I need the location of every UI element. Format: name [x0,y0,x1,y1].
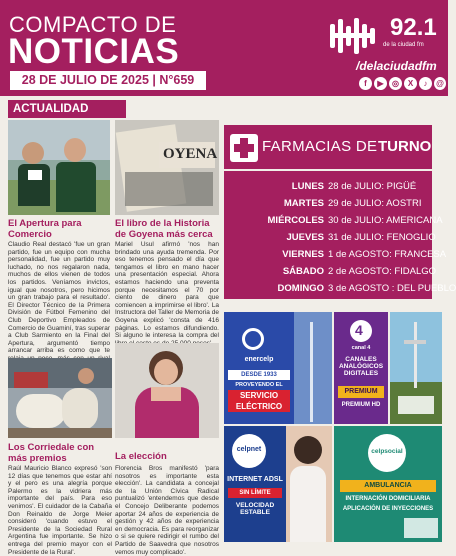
pharmacy-title-emphasis: TURNO [378,138,432,155]
article-title: El libro de la Historia de Goyena más cerca [115,218,213,240]
pharmacy-list [224,171,456,299]
pharmacy-day: MIÉRCOLES [267,215,324,226]
pharmacy-title: FARMACIAS DE [262,138,378,155]
article-title: El Apertura para Comercio [8,218,82,240]
article-photo-players [8,120,110,215]
masthead-kicker: COMPACTO DE [9,12,177,37]
pharmacy-cross-icon [230,134,258,162]
article-title: Los Corriedale con más premios [8,442,95,464]
ad-line: DESDE 1933 [228,370,290,380]
pharmacy-day: JUEVES [286,232,324,243]
masthead-title: NOTICIAS [8,32,180,71]
pharmacy-detail: 2 de AGOSTO: FIDALGO [328,266,437,277]
pharmacy-day: VIERNES [282,249,324,260]
pharmacy-row [224,178,432,195]
ad-line: PROVEYENDO EL [235,382,283,388]
ad-canal4[interactable]: 4 canal 4 CANALES ANALÓGICOS DIGITALES PREMIUM PREMIUM HD [334,312,388,424]
ad-line: INTERNET ADSL [227,476,283,483]
ad-celpnet[interactable] [224,426,332,542]
pharmacy-row [224,280,456,297]
x-icon[interactable]: X [404,77,417,90]
pharmacy-row [224,212,443,229]
pharmacy-row [224,229,436,246]
pharmacy-day: MARTES [283,198,324,209]
ad-line: PREMIUM [338,386,384,398]
social-handle[interactable]: /delaciudadfm [356,59,437,73]
instagram-icon[interactable]: ◎ [389,77,402,90]
pharmacy-day: DOMINGO [277,283,324,294]
ad-line: VELOCIDAD ESTABLE [235,502,275,517]
article-photo-book [115,120,219,215]
pharmacy-detail: 29 de JULIO: AOSTRI [328,198,422,209]
ad-brand: enercelp [244,356,274,363]
tiktok-icon[interactable]: ♪ [419,77,432,90]
pharmacy-row [224,195,432,212]
article-body: Florencia Bros manifestó 'para nosotros es importante esta elección'. La candidata a concejal de la Unión Cívica Radical puntualizó 'entendemos que desde el Concejo Deliberante podemos aportar 24 años de experiencia de gestión y 42 años de experiencia en democracia. Es para reorganizar o si se quiere redirigir el rumbo del Partido de Saavedra que nosotros vemos muy complicado'. [115,465,219,556]
pharmacy-day: SÁBADO [282,266,324,277]
ad-enercelp[interactable] [224,312,332,424]
section-label: ACTUALIDAD [8,100,126,118]
pharmacy-row [224,246,447,263]
pharmacy-detail: 30 de JULIO: AMERICANA [328,215,443,226]
issue-date: 28 DE JULIO DE 2025 | N°659 [10,71,206,90]
article-title: La elección [115,451,167,462]
pharmacy-detail: 28 de JULIO: PIGÜÉ [328,181,417,192]
article-photo-sheep [8,358,112,438]
article-body: Claudio Real destacó 'fue un gran partido, fue un equipo con mucha personalidad, fue un partido muy luchado, no nos regalaron nada, muchos de ellos vienen de todos los partidos. Veníamos invictos, igual que nosotros, pero hicimos un gran trabajo para el resultado'. El Director Técnico de la Primera División de Fútbol Femenino del Club Deportivo Empleados de Comercio de Guaminí, tras superar a Club Sarmiento en la Final del Apertura, argumentó tiempo arrancar arriba es como que te [8,241,110,355]
station-tagline: de la ciudad fm [383,42,424,48]
ad-line: APLICACIÓN DE INYECCIONES [342,506,434,512]
ad-line: SIN LÍMITE [228,488,282,498]
ad-line: INTERNACIÓN DOMICILIARIA [345,496,431,502]
ad-line: CANALES ANALÓGICOS DIGITALES [338,356,384,378]
ad-line: AMBULANCIA [340,480,436,492]
facebook-icon[interactable]: f [359,77,372,90]
ad-brand: celpnet [236,446,262,453]
ad-tower-photo [390,312,442,424]
ad-line: SERVICIO ELÉCTRICO [228,390,290,412]
pharmacy-detail: 1 de AGOSTO: FRANCESA [328,249,447,260]
pharmacy-day: LUNES [291,181,324,192]
article-body: Raúl Mauricio Blanco expresó 'son 12 días que tenemos que estar ahí y el pero es una alegría porque Palermo es la vidriera más importante del país. Para eso venimos'. El cuidador de la Cabaña Don Reinaldo de Jorge Meier consideró 'cuando estuvo el Presidente de la Sociedad Rural Argentina fue importante. Se hizo entrega del premio mayor con el Presidente de la Rural'. [8,465,112,556]
ad-celpsocial[interactable] [334,426,442,542]
ad-line: PREMIUM HD [341,402,381,408]
ad-brand: canal 4 [351,345,371,351]
station-frequency: 92.1 [390,14,437,41]
article-photo-candidate [115,343,219,438]
youtube-icon[interactable]: ▶ [374,77,387,90]
pharmacy-detail: 3 de AGOSTO : DEL PUEBLO [328,283,456,294]
article-body: Mariel Usul afirmó 'nos han brindado una ayuda tremenda. Por eso tenemos pensado el día que tengamos el libro en mano hacer una presentación especial. Ahora estamos haciendo una preventa porque necesitamos el 70 por ciento de dinero para que comiencen a imprimirse el libro'. La Instructora del Taller de Memoria de Goyena explicó 'consta de 416 páginas. Lo estamos difundiendo. Si alguno le interesa la compra del [115,241,219,340]
pharmacy-row [224,263,437,280]
threads-icon[interactable]: @ [434,77,446,90]
ad-brand: celpsocial [371,448,403,455]
book-cover-text: OYENA [163,146,218,162]
pharmacy-detail: 31 de JULIO: FENOGLIO [328,232,436,243]
